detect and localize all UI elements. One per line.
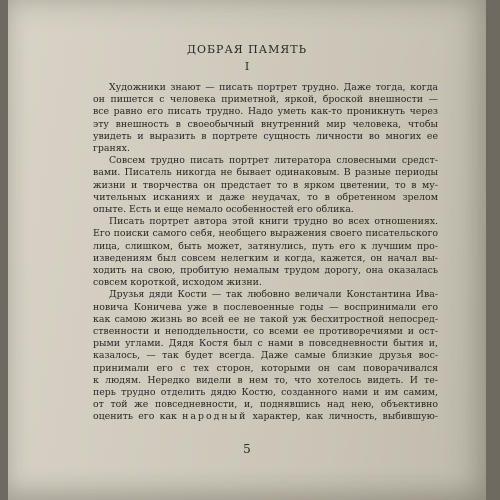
spaced-emphasis: народный	[182, 411, 248, 423]
text-line: принимали его с тех сторон, которыми он сам поворачивался	[93, 362, 438, 374]
body-text	[93, 82, 438, 424]
text-line: Художники знают — писать портрет трудно. Даже тогда, когда	[109, 82, 438, 93]
text-line: вами. Писатель никогда не бывает одинаковым. В разные периоды	[93, 167, 438, 179]
text-fragment: оценить его как	[93, 411, 183, 423]
text-line: опыте. Есть и еще немало особенностей его облика.	[93, 204, 354, 216]
text-line: как самою жизнь во всей ее не такой уж бесхитростной непосред-	[93, 313, 438, 325]
text-line: Его поиски самого себя, необщего выражения своего писательского	[93, 228, 438, 240]
text-line: эту внешность в своеобычный внутренний мир человека, чтобы	[93, 118, 438, 130]
text-line-final	[93, 411, 438, 423]
section-number: I	[244, 60, 250, 73]
text-line: новича Коничева уже в послевоенные годы — воспринимали его	[93, 301, 438, 313]
text-line: перь трудно отделить дядю Костю, созданного нами и им самим,	[93, 387, 438, 399]
book-page	[8, 0, 486, 500]
text-line: ственности и неподдельности, со всеми ее противоречиями и ост-	[93, 326, 438, 338]
page-number: 5	[243, 442, 251, 456]
text-line: жизни и творчества он предстает то в ярком цветении, то в му-	[93, 179, 438, 191]
text-line: изведениям был совсем нелегким и когда, кажется, он начал вы-	[93, 252, 438, 264]
text-line: казалось, — так будет всегда. Даже самые близкие друзья вос-	[93, 350, 438, 362]
text-line: рыми углами. Дядя Костя был с нами в повседневности бытия и,	[93, 338, 438, 350]
text-line: ходить на свою, пробитую немалым трудом дорогу, она оказалась	[93, 265, 438, 277]
text-line: увидеть и выразить в портрете сущность личности во многих ее	[93, 130, 438, 142]
text-line: от той же повседневности, и, поднявшись над нею, объективно	[93, 399, 438, 411]
chapter-heading: ДОБРАЯ ПАМЯТЬ	[187, 43, 307, 56]
text-line: все равно его писать трудно. Надо уметь как-то проникнуть через	[93, 106, 438, 118]
text-line: лица, слишком, быть может, затянулись, путь его к лучшим про-	[93, 240, 438, 252]
text-line: он пишется с человека приметной, яркой, броской внешности —	[93, 94, 438, 106]
text-line: совсем короткой, исходом жизни.	[93, 277, 262, 289]
text-fragment: характер, как личность, выбившую-	[247, 411, 438, 423]
text-line: Писать портрет автора этой книги трудно во всех отношениях.	[109, 216, 438, 228]
text-line: гранях.	[93, 143, 130, 155]
text-line: Друзья дяди Кости — так любовно величали Константина Ива-	[109, 289, 438, 301]
text-line: чительных исканиях и даже неудачах, то в обретенном зрелом	[93, 191, 438, 203]
text-line: Совсем трудно писать портрет литератора словесными средст-	[109, 155, 438, 167]
text-line: к людям. Нередко видели в нем то, что хотелось видеть. И те-	[93, 374, 438, 386]
